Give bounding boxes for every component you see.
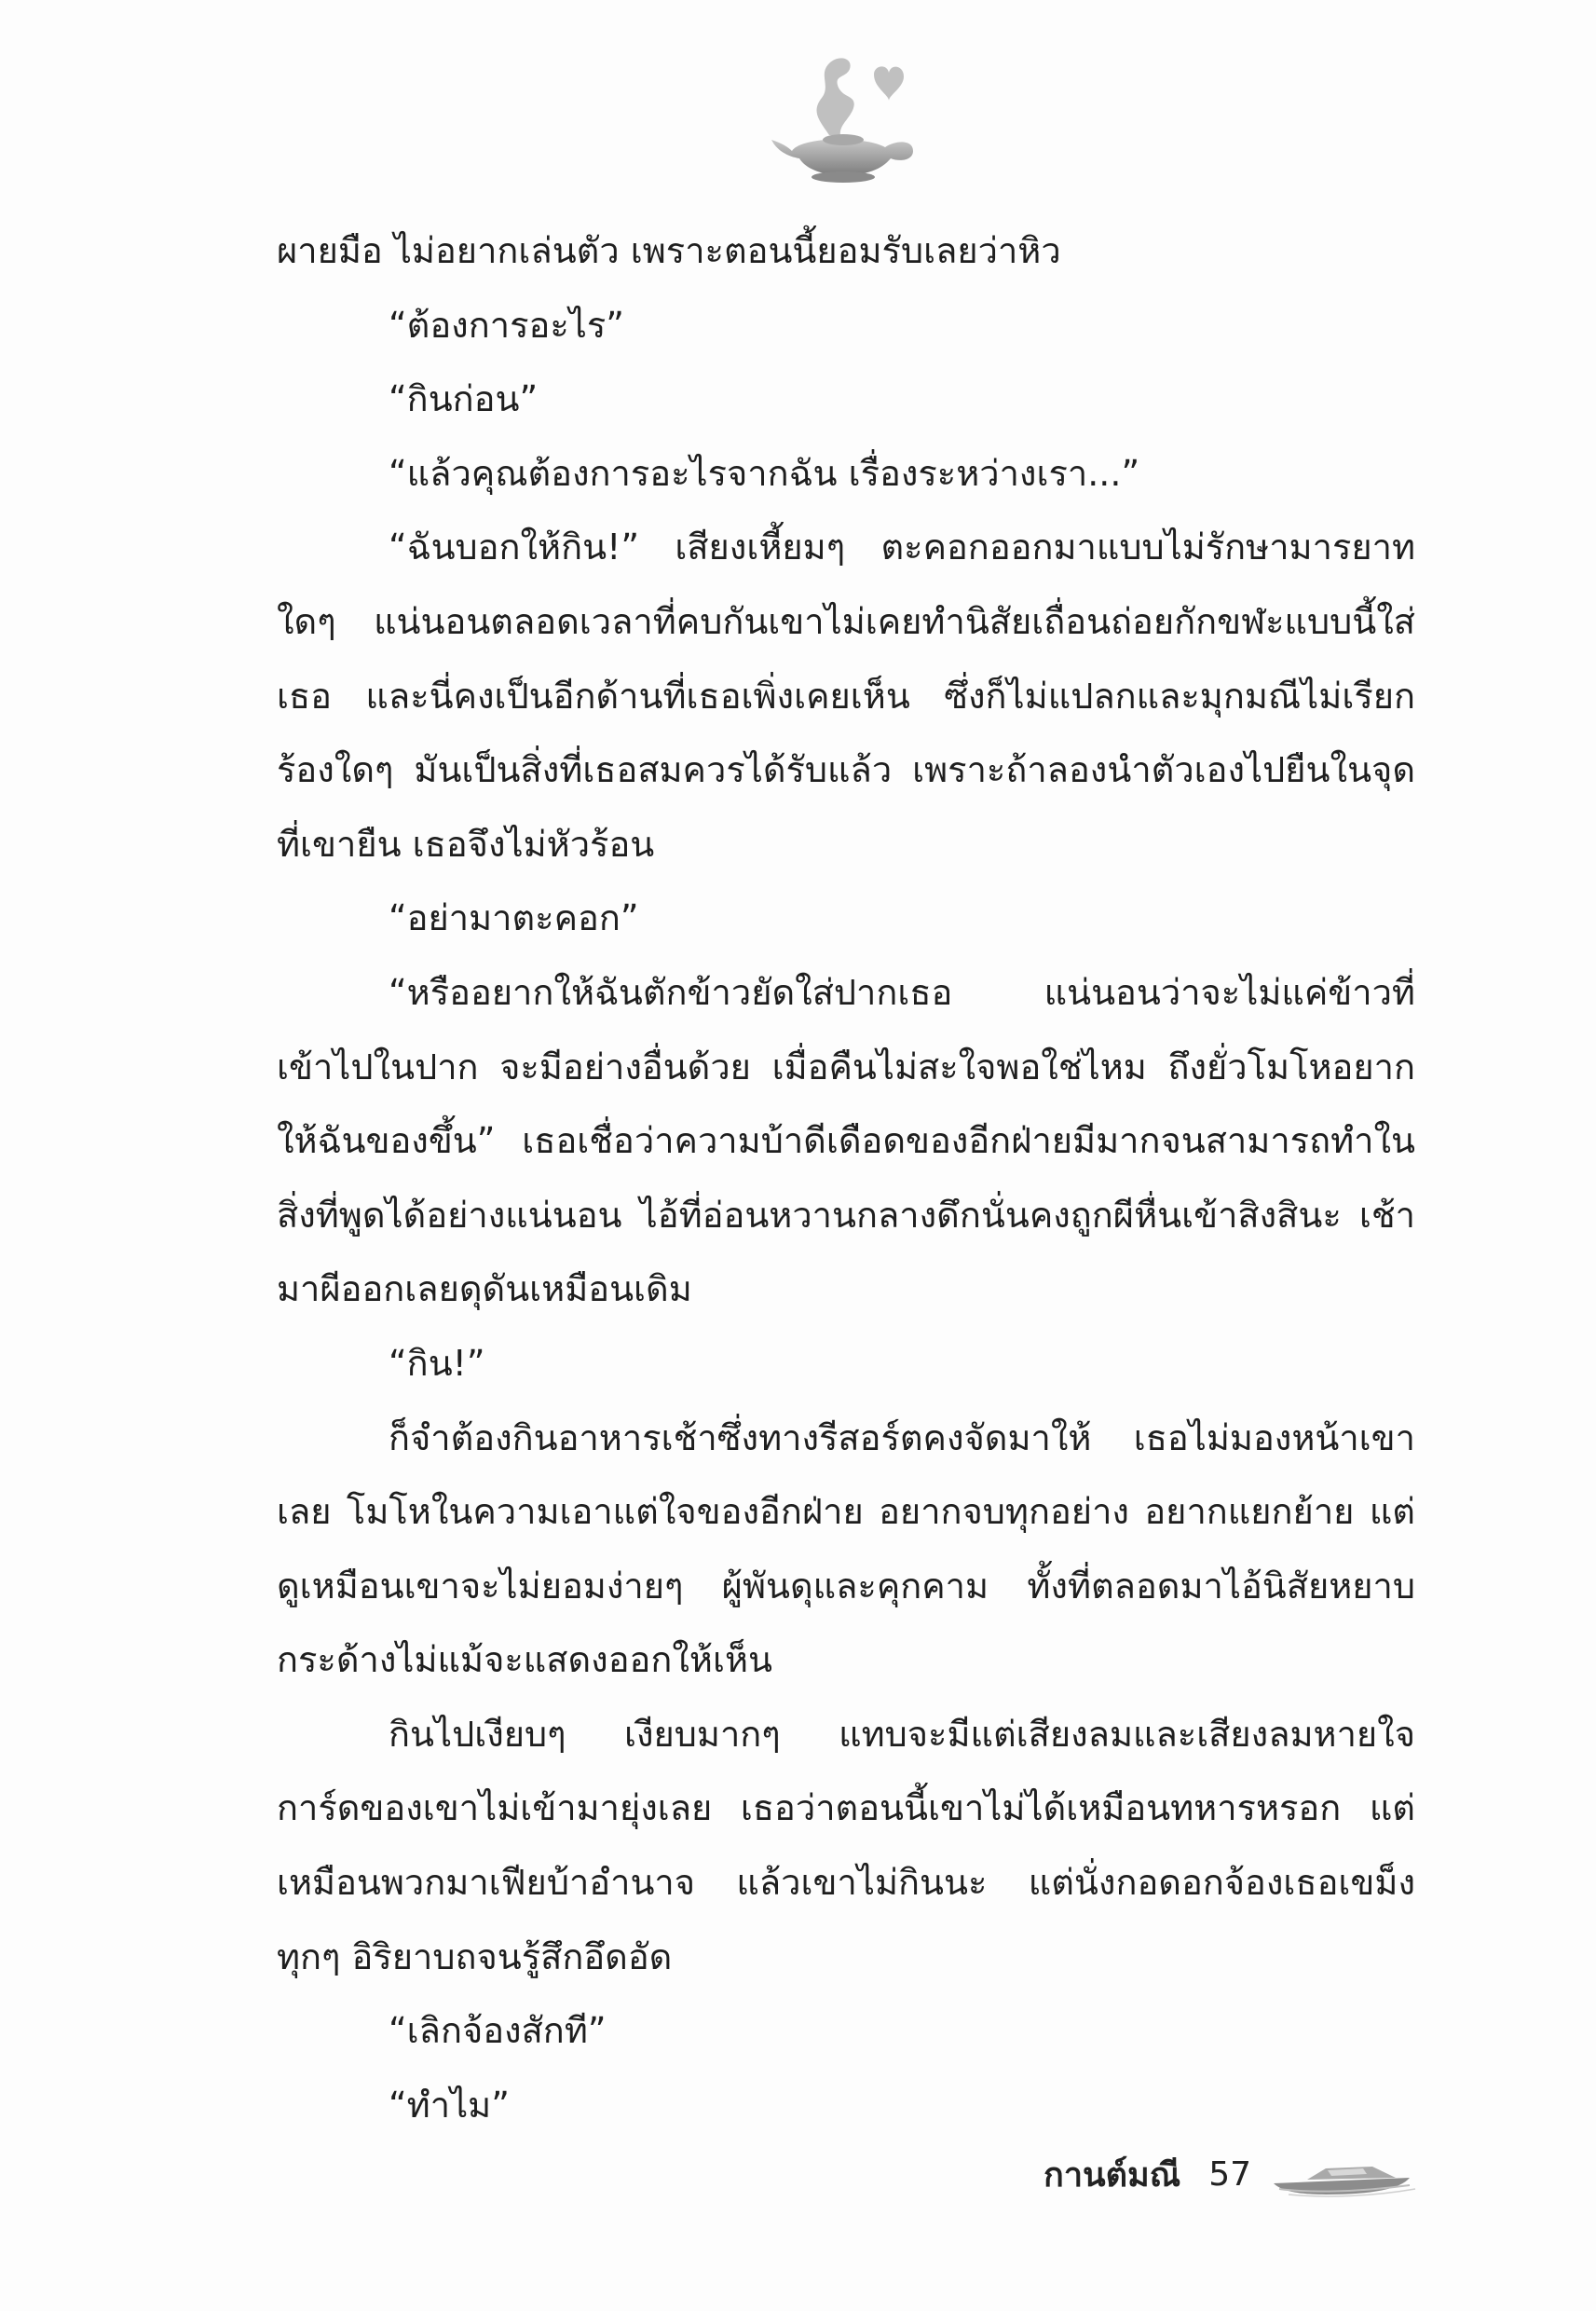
paragraph: กินไปเงียบๆ เงียบมากๆ แทบจะมีแต่เสียงลมและเสียงลมหายใจ การ์ดของเขาไม่เข้ามายุ่งเลย เธอว่าตอนนี้เขาไม่ได้เหมือนทหารหรอก แต่เหมือนพวกมาเฟียบ้าอำนาจ แล้วเขาไม่กินนะ แต่นั่งกอดอกจ้องเธอเขม็งทุกๆ อิริยาบถจนรู้สึกอึดอัด (277, 1713, 1415, 1977)
page-footer (1044, 2148, 1419, 2201)
page-number: 57 (1208, 2155, 1251, 2194)
paragraph: ก็จำต้องกินอาหารเช้าซึ่งทางรีสอร์ตคงจัดมาให้ เธอไม่มองหน้าเขาเลย โมโหในความเอาแต่ใจของอีกฝ่าย อยากจบทุกอย่าง อยากแยกย้าย แต่ดูเหมือนเขาจะไม่ยอมง่ายๆ ผู้พันดุและคุกคาม ทั้งที่ตลอดมาไอ้นิสัยหยาบกระด้างไม่แม้จะแสดงออกให้เห็น (277, 1416, 1415, 1681)
paragraph: “อย่ามาตะคอก” (389, 897, 639, 939)
book-title: กานต์มณี (1044, 2156, 1181, 2195)
paragraph: ผายมือ ไม่อยากเล่นตัว เพราะตอนนี้ยอมรับเลยว่าหิว (277, 230, 1061, 271)
body-text (277, 214, 1415, 2142)
yacht-icon (1270, 2152, 1419, 2198)
paragraph: “ทำไม” (389, 2084, 510, 2126)
paragraph: “กิน!” (389, 1342, 485, 1384)
paragraph: “เลิกจ้องสักที” (389, 2010, 607, 2052)
magic-lamp-ornament-icon (764, 47, 922, 186)
paragraph: “หรืออยากให้ฉันตักข้าวยัดใส่ปากเธอ แน่นอนว่าจะไม่แค่ข้าวที่เข้าไปในปาก จะมีอย่างอื่นด้วย เมื่อคืนไม่สะใจพอใช่ไหม ถึงยั่วโมโหอยากให้ฉันของขึ้น” เธอเชื่อว่าความบ้าดีเดือดของอีกฝ่ายมีมากจนสามารถทำในสิ่งที่พูดได้อย่างแน่นอน ไอ้ที่อ่อนหวานกลางดึกนั่นคงถูกผีหื่นเข้าสิงสินะ เช้ามาผีออกเลยดุดันเหมือนเดิม (277, 971, 1415, 1310)
paragraph: “ต้องการอะไร” (389, 304, 624, 346)
paragraph: “แล้วคุณต้องการอะไรจากฉัน เรื่องระหว่างเรา...” (389, 452, 1140, 494)
paragraph: “ฉันบอกให้กิน!” เสียงเหี้ยมๆ ตะคอกออกมาแบบไม่รักษามารยาทใดๆ แน่นอนตลอดเวลาที่คบกันเขาไม่เคยทำนิสัยเถื่อนถ่อยกักขฬะแบบนี้ใส่เธอ และนี่คงเป็นอีกด้านที่เธอเพิ่งเคยเห็น ซึ่งก็ไม่แปลกและมุกมณีไม่เรียกร้องใดๆ มันเป็นสิ่งที่เธอสมควรได้รับแล้ว เพราะถ้าลองนำตัวเองไปยืนในจุดที่เขายืน เธอจึงไม่หัวร้อน (277, 526, 1415, 865)
paragraph: “กินก่อน” (389, 378, 539, 420)
